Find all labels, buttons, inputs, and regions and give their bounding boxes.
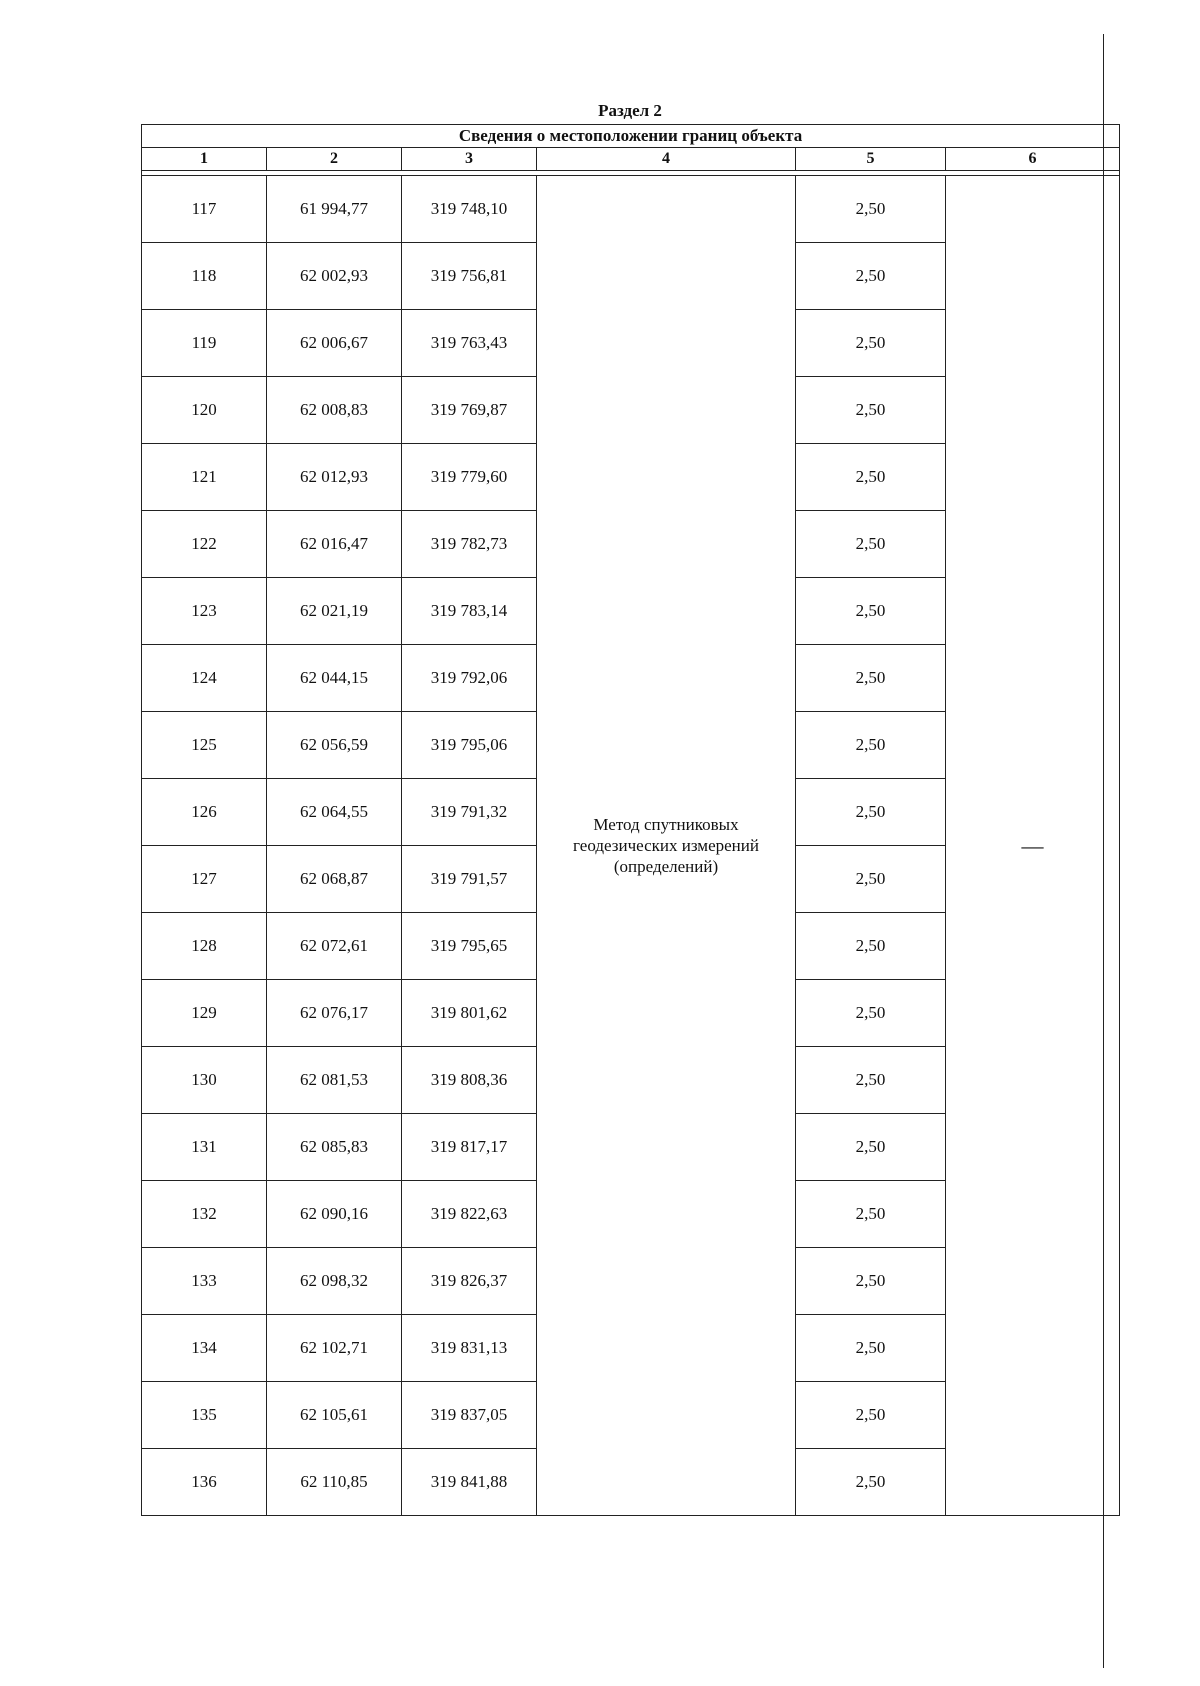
coordinate-x: 62 085,83 [267, 1114, 402, 1181]
coordinate-x: 62 105,61 [267, 1382, 402, 1449]
table-body [142, 176, 1120, 1516]
column-number: 1 [142, 148, 267, 171]
column-number-row [142, 148, 1120, 171]
point-number: 133 [142, 1248, 267, 1315]
coordinate-x: 62 056,59 [267, 712, 402, 779]
point-number: 127 [142, 846, 267, 913]
coordinate-x: 62 021,19 [267, 578, 402, 645]
point-number: 131 [142, 1114, 267, 1181]
point-number: 126 [142, 779, 267, 846]
coordinate-y: 319 841,88 [402, 1449, 537, 1516]
coordinate-y: 319 808,36 [402, 1047, 537, 1114]
accuracy-value: 2,50 [796, 310, 946, 377]
column-number: 4 [537, 148, 796, 171]
column-6-dash: — [1021, 832, 1044, 858]
coordinate-y: 319 795,65 [402, 913, 537, 980]
point-number: 121 [142, 444, 267, 511]
coordinate-x: 62 098,32 [267, 1248, 402, 1315]
column-number: 5 [796, 148, 946, 171]
accuracy-value: 2,50 [796, 980, 946, 1047]
accuracy-value: 2,50 [796, 444, 946, 511]
coordinate-x: 62 090,16 [267, 1181, 402, 1248]
point-number: 129 [142, 980, 267, 1047]
method-description: Метод спутниковых геодезических измерений (определений) [537, 176, 796, 1516]
coordinate-y: 319 817,17 [402, 1114, 537, 1181]
point-number: 135 [142, 1382, 267, 1449]
point-number: 120 [142, 377, 267, 444]
coordinate-x: 62 068,87 [267, 846, 402, 913]
point-number: 124 [142, 645, 267, 712]
accuracy-value: 2,50 [796, 712, 946, 779]
accuracy-value: 2,50 [796, 176, 946, 243]
coordinate-x: 62 044,15 [267, 645, 402, 712]
point-number: 123 [142, 578, 267, 645]
coordinate-y: 319 748,10 [402, 176, 537, 243]
point-number: 130 [142, 1047, 267, 1114]
coordinate-y: 319 822,63 [402, 1181, 537, 1248]
point-number: 128 [142, 913, 267, 980]
coordinate-y: 319 795,06 [402, 712, 537, 779]
coordinate-x: 62 076,17 [267, 980, 402, 1047]
point-number: 125 [142, 712, 267, 779]
accuracy-value: 2,50 [796, 645, 946, 712]
accuracy-value: 2,50 [796, 377, 946, 444]
accuracy-value: 2,50 [796, 578, 946, 645]
accuracy-value: 2,50 [796, 243, 946, 310]
accuracy-value: 2,50 [796, 1114, 946, 1181]
coordinate-y: 319 831,13 [402, 1315, 537, 1382]
accuracy-value: 2,50 [796, 1181, 946, 1248]
coordinate-x: 62 016,47 [267, 511, 402, 578]
coordinate-x: 62 012,93 [267, 444, 402, 511]
coordinate-y: 319 769,87 [402, 377, 537, 444]
coordinate-x: 62 110,85 [267, 1449, 402, 1516]
coordinate-x: 62 102,71 [267, 1315, 402, 1382]
section-title: Раздел 2 [598, 101, 662, 120]
point-number: 117 [142, 176, 267, 243]
coordinate-y: 319 783,14 [402, 578, 537, 645]
accuracy-value: 2,50 [796, 846, 946, 913]
point-number: 136 [142, 1449, 267, 1516]
coordinate-y: 319 782,73 [402, 511, 537, 578]
column-6-value [946, 176, 1120, 1516]
point-number: 134 [142, 1315, 267, 1382]
accuracy-value: 2,50 [796, 779, 946, 846]
point-number: 119 [142, 310, 267, 377]
table-row [142, 176, 1120, 243]
column-number: 3 [402, 148, 537, 171]
coordinate-y: 319 837,05 [402, 1382, 537, 1449]
accuracy-value: 2,50 [796, 1047, 946, 1114]
coordinate-x: 62 072,61 [267, 913, 402, 980]
point-number: 118 [142, 243, 267, 310]
coordinate-y: 319 792,06 [402, 645, 537, 712]
coordinate-x: 62 064,55 [267, 779, 402, 846]
coordinate-x: 62 002,93 [267, 243, 402, 310]
table-caption: Сведения о местоположении границ объекта [142, 125, 1120, 148]
coordinate-y: 319 763,43 [402, 310, 537, 377]
point-number: 132 [142, 1181, 267, 1248]
point-number: 122 [142, 511, 267, 578]
boundary-coordinates-table [141, 124, 1120, 1516]
coordinate-y: 319 791,32 [402, 779, 537, 846]
column-number: 6 [946, 148, 1120, 171]
accuracy-value: 2,50 [796, 913, 946, 980]
column-number: 2 [267, 148, 402, 171]
coordinate-y: 319 791,57 [402, 846, 537, 913]
accuracy-value: 2,50 [796, 1315, 946, 1382]
coordinate-y: 319 801,62 [402, 980, 537, 1047]
accuracy-value: 2,50 [796, 1382, 946, 1449]
coordinate-x: 61 994,77 [267, 176, 402, 243]
accuracy-value: 2,50 [796, 1248, 946, 1315]
coordinate-y: 319 779,60 [402, 444, 537, 511]
coordinate-x: 62 006,67 [267, 310, 402, 377]
accuracy-value: 2,50 [796, 1449, 946, 1516]
accuracy-value: 2,50 [796, 511, 946, 578]
coordinate-x: 62 008,83 [267, 377, 402, 444]
coordinate-x: 62 081,53 [267, 1047, 402, 1114]
coordinate-y: 319 756,81 [402, 243, 537, 310]
coordinate-y: 319 826,37 [402, 1248, 537, 1315]
